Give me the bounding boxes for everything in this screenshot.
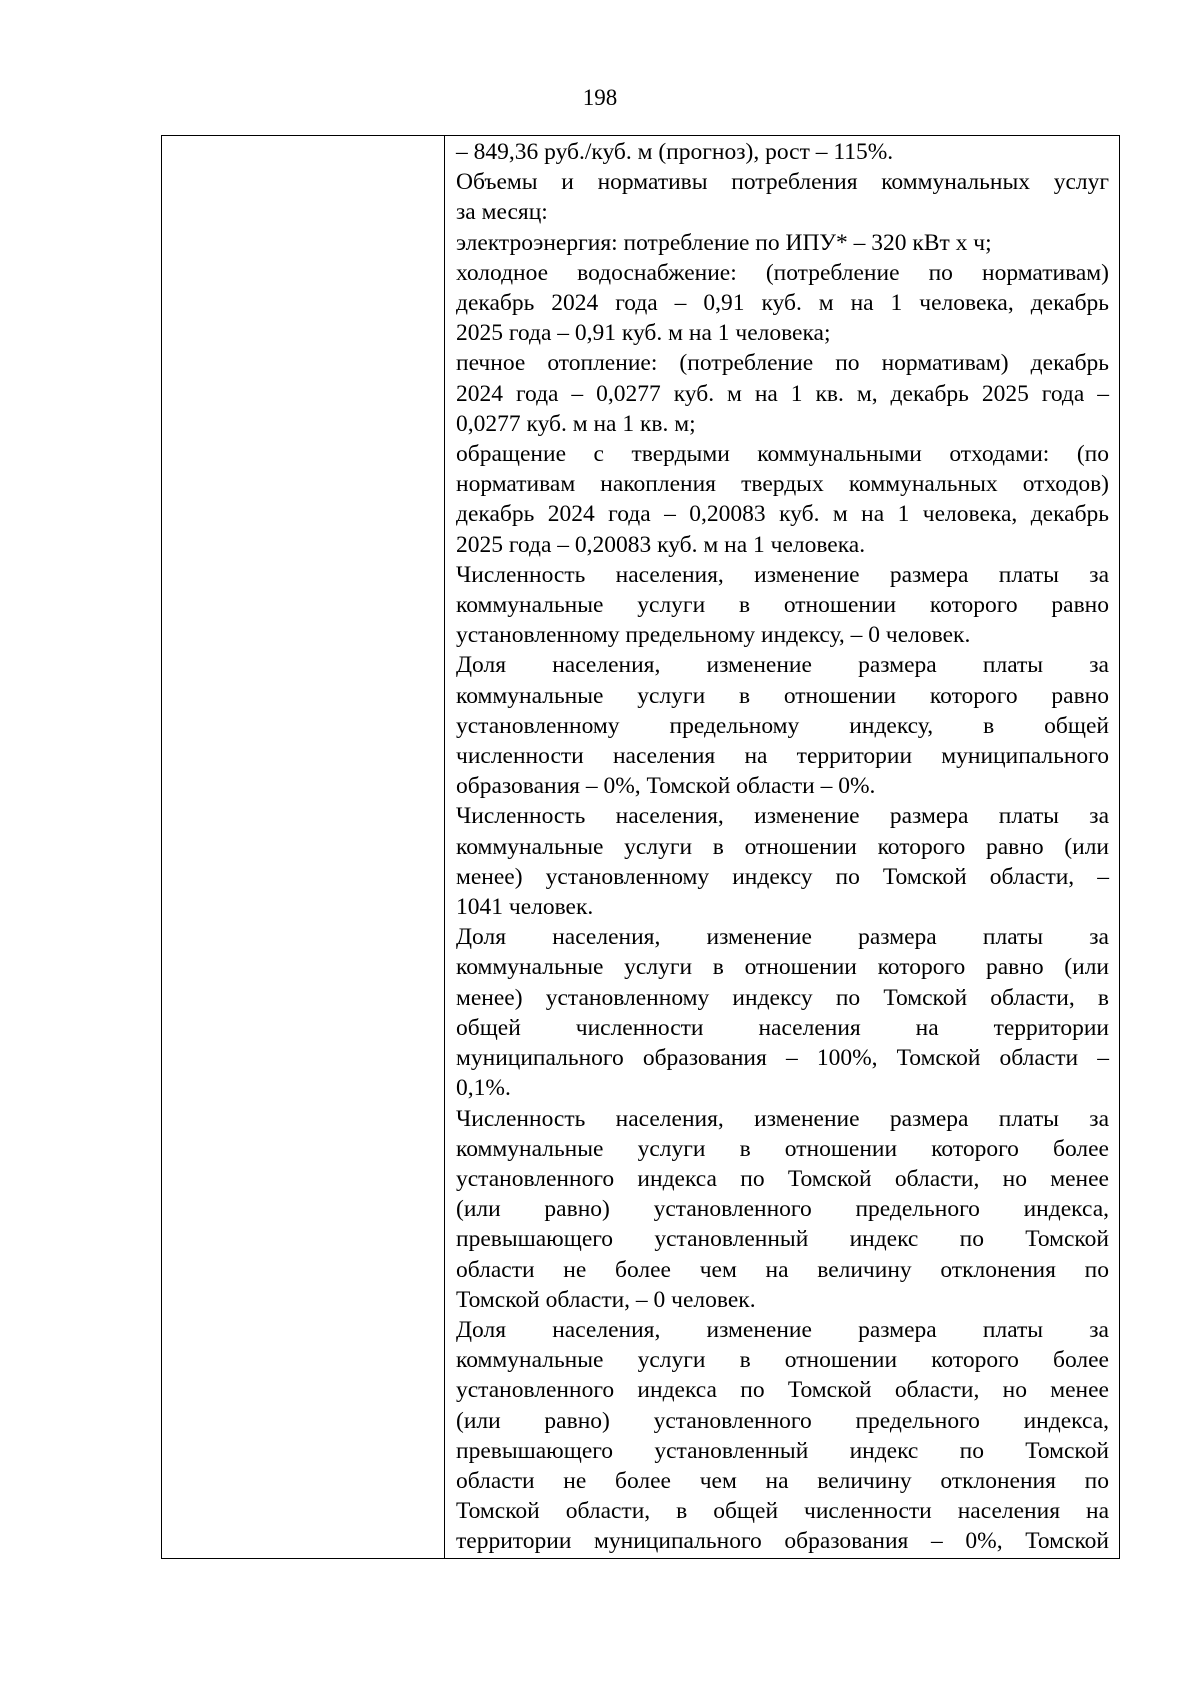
text-line: Численность населения, изменение размера платы за: [456, 561, 1109, 588]
text-line: коммунальные услуги в отношении которого равно: [456, 592, 1109, 619]
text-line: печное отопление: (потребление по нормативам) декабрь: [456, 350, 1109, 377]
text-line: Доля населения, изменение размера платы за: [456, 1316, 1109, 1343]
text-line: 2024 года – 0,0277 куб. м на 1 кв. м, декабрь 2025 года –: [456, 380, 1109, 407]
text-line: муниципального образования – 100%, Томской области –: [456, 1045, 1109, 1072]
text-line: нормативам накопления твердых коммунальных отходов): [456, 471, 1109, 498]
table-cell-left: [162, 136, 445, 1558]
text-line: менее) установленному индексу по Томской области, –: [456, 863, 1109, 890]
text-line: – 849,36 руб./куб. м (прогноз), рост – 115%.: [456, 139, 894, 165]
text-line: коммунальные услуги в отношении которого более: [456, 1135, 1109, 1162]
text-line: территории муниципального образования – 0%, Томской: [456, 1528, 1109, 1555]
text-line: 0,1%.: [456, 1075, 511, 1102]
text-line: обращение с твердыми коммунальными отходами: (по: [456, 441, 1109, 468]
text-line: декабрь 2024 года – 0,91 куб. м на 1 человека, декабрь: [456, 290, 1109, 317]
text-line: (или равно) установленного предельного индекса,: [456, 1407, 1109, 1434]
text-line: коммунальные услуги в отношении которого более: [456, 1347, 1109, 1374]
text-line: холодное водоснабжение: (потребление по нормативам): [456, 259, 1109, 286]
text-line: установленному предельному индексу, – 0 человек.: [456, 622, 971, 649]
text-line: 1041 человек.: [456, 894, 594, 921]
text-line: превышающего установленный индекс по Томской: [456, 1226, 1109, 1253]
text-line: менее) установленному индексу по Томской области, в: [456, 984, 1109, 1011]
text-line: установленному предельному индексу, в общей: [456, 712, 1109, 739]
text-line: области не более чем на величину отклонения по: [456, 1256, 1109, 1283]
text-line: установленного индекса по Томской области, но менее: [456, 1165, 1109, 1192]
text-line: коммунальные услуги в отношении которого равно (или: [456, 833, 1109, 860]
text-line: 0,0277 куб. м на 1 кв. м;: [456, 410, 696, 437]
text-line: Доля населения, изменение размера платы за: [456, 924, 1109, 951]
text-line: 2025 года – 0,91 куб. м на 1 человека;: [456, 320, 831, 347]
text-line: установленного индекса по Томской области, но менее: [456, 1377, 1109, 1404]
text-line: Численность населения, изменение размера платы за: [456, 803, 1109, 830]
text-line: 2025 года – 0,20083 куб. м на 1 человека.: [456, 531, 866, 558]
text-line: Объемы и нормативы потребления коммунальных услуг: [456, 169, 1109, 196]
text-line: общей численности населения на территории: [456, 1014, 1109, 1041]
content-table: [161, 135, 1120, 1559]
text-line: коммунальные услуги в отношении которого равно: [456, 682, 1109, 709]
text-line: коммунальные услуги в отношении которого равно (или: [456, 954, 1109, 981]
text-line: численности населения на территории муниципального: [456, 743, 1109, 770]
text-line: Томской области, в общей численности населения на: [456, 1498, 1109, 1525]
text-line: за месяц:: [456, 199, 548, 226]
cell-text: [456, 137, 1109, 1557]
page-number: 198: [582, 85, 618, 110]
text-line: превышающего установленный индекс по Томской: [456, 1437, 1109, 1464]
text-line: декабрь 2024 года – 0,20083 куб. м на 1 человека, декабрь: [456, 501, 1109, 528]
text-line: образования – 0%, Томской области – 0%.: [456, 773, 876, 800]
text-line: (или равно) установленного предельного индекса,: [456, 1196, 1109, 1223]
text-line: Доля населения, изменение размера платы за: [456, 652, 1109, 679]
text-line: электроэнергия: потребление по ИПУ* – 320 кВт х ч;: [456, 229, 992, 256]
table-cell-right: [445, 136, 1119, 1558]
text-line: Численность населения, изменение размера платы за: [456, 1105, 1109, 1132]
text-line: Томской области, – 0 человек.: [456, 1286, 756, 1313]
text-line: области не более чем на величину отклонения по: [456, 1467, 1109, 1494]
